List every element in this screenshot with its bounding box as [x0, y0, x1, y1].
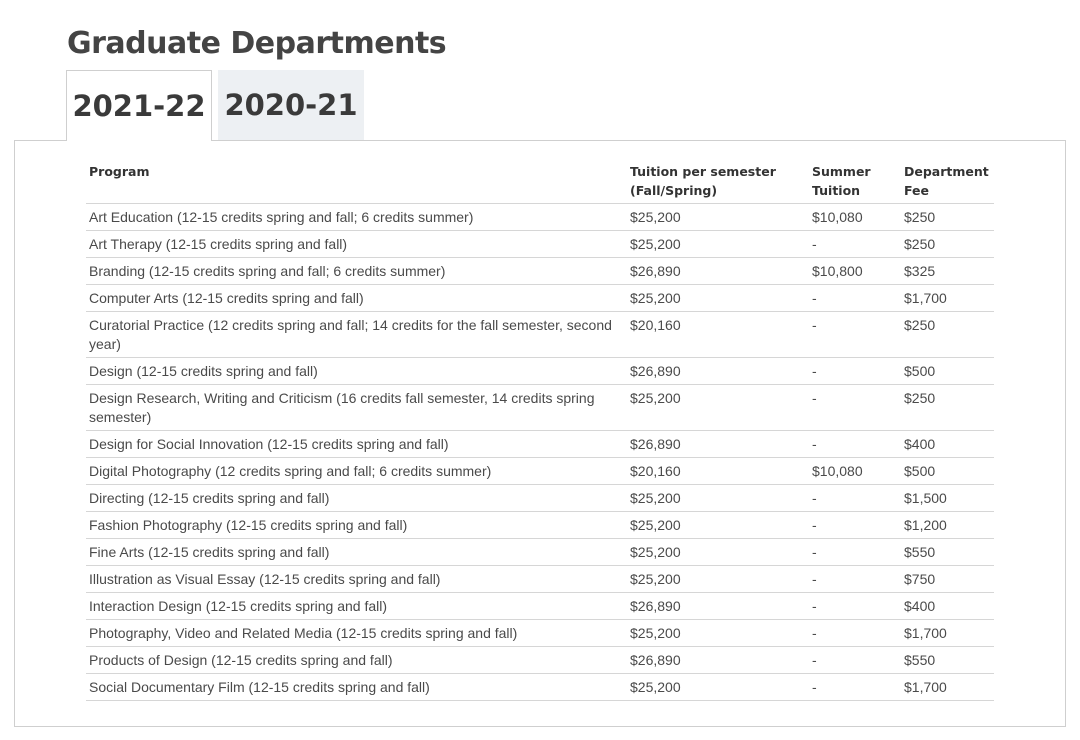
summer-tuition-cell: -	[809, 674, 901, 701]
summer-tuition-cell: -	[809, 620, 901, 647]
summer-tuition-cell: -	[809, 566, 901, 593]
program-cell: Interaction Design (12-15 credits spring and fall)	[86, 593, 627, 620]
table-row	[86, 674, 994, 701]
header-program-label: Program	[89, 164, 150, 179]
program-cell: Digital Photography (12 credits spring and fall; 6 credits summer)	[86, 458, 627, 485]
table-row	[86, 231, 994, 258]
department-fee-cell: $1,500	[901, 485, 994, 512]
table-row	[86, 204, 994, 231]
tuition-cell: $26,890	[627, 647, 809, 674]
program-cell: Social Documentary Film (12-15 credits spring and fall)	[86, 674, 627, 701]
department-fee-cell: $250	[901, 385, 994, 431]
department-fee-cell: $250	[901, 312, 994, 358]
tuition-cell: $25,200	[627, 385, 809, 431]
summer-tuition-cell: -	[809, 385, 901, 431]
summer-tuition-cell: -	[809, 358, 901, 385]
tuition-cell: $25,200	[627, 566, 809, 593]
summer-tuition-cell: -	[809, 539, 901, 566]
header-tuition-label-line2: (Fall/Spring)	[630, 183, 718, 198]
department-fee-cell: $1,700	[901, 285, 994, 312]
department-fee-cell: $1,200	[901, 512, 994, 539]
tuition-cell: $25,200	[627, 539, 809, 566]
program-cell: Fashion Photography (12-15 credits spring and fall)	[86, 512, 627, 539]
tuition-cell: $26,890	[627, 593, 809, 620]
summer-tuition-cell: -	[809, 485, 901, 512]
program-cell: Illustration as Visual Essay (12-15 credits spring and fall)	[86, 566, 627, 593]
tuition-cell: $25,200	[627, 512, 809, 539]
program-cell: Design (12-15 credits spring and fall)	[86, 358, 627, 385]
department-fee-cell: $500	[901, 358, 994, 385]
department-fee-cell: $550	[901, 647, 994, 674]
table-row	[86, 539, 994, 566]
header-department-fee	[901, 160, 994, 204]
program-cell: Directing (12-15 credits spring and fall)	[86, 485, 627, 512]
table-row	[86, 566, 994, 593]
summer-tuition-cell: $10,800	[809, 258, 901, 285]
program-cell: Design for Social Innovation (12-15 credits spring and fall)	[86, 431, 627, 458]
summer-tuition-cell: -	[809, 285, 901, 312]
tuition-cell: $25,200	[627, 285, 809, 312]
department-fee-cell: $550	[901, 539, 994, 566]
tuition-cell: $25,200	[627, 485, 809, 512]
table-row	[86, 358, 994, 385]
header-summer-label-line1: Summer	[812, 164, 871, 179]
department-fee-cell: $1,700	[901, 674, 994, 701]
summer-tuition-cell: -	[809, 231, 901, 258]
program-cell: Branding (12-15 credits spring and fall; 6 credits summer)	[86, 258, 627, 285]
tuition-cell: $26,890	[627, 258, 809, 285]
table-row	[86, 512, 994, 539]
program-cell: Design Research, Writing and Criticism (16 credits fall semester, 14 credits spring semester)	[86, 385, 627, 431]
tuition-cell: $25,200	[627, 674, 809, 701]
summer-tuition-cell: $10,080	[809, 458, 901, 485]
table-row	[86, 620, 994, 647]
department-fee-cell: $500	[901, 458, 994, 485]
table-row	[86, 285, 994, 312]
tuition-cell: $20,160	[627, 458, 809, 485]
tuition-cell: $26,890	[627, 358, 809, 385]
summer-tuition-cell: -	[809, 312, 901, 358]
program-cell: Art Education (12-15 credits spring and fall; 6 credits summer)	[86, 204, 627, 231]
program-cell: Art Therapy (12-15 credits spring and fall)	[86, 231, 627, 258]
table-row	[86, 258, 994, 285]
table-row	[86, 431, 994, 458]
page-title: Graduate Departments	[67, 26, 447, 61]
department-fee-cell: $750	[901, 566, 994, 593]
department-fee-cell: $325	[901, 258, 994, 285]
tuition-cell: $25,200	[627, 620, 809, 647]
table-row	[86, 647, 994, 674]
summer-tuition-cell: $10,080	[809, 204, 901, 231]
program-cell: Fine Arts (12-15 credits spring and fall)	[86, 539, 627, 566]
department-fee-cell: $400	[901, 431, 994, 458]
header-program	[86, 160, 627, 204]
summer-tuition-cell: -	[809, 593, 901, 620]
header-summer-label-line2: Tuition	[812, 183, 861, 198]
program-cell: Products of Design (12-15 credits spring and fall)	[86, 647, 627, 674]
summer-tuition-cell: -	[809, 512, 901, 539]
header-summer-tuition	[809, 160, 901, 204]
table-row	[86, 485, 994, 512]
department-fee-cell: $250	[901, 231, 994, 258]
table-header-row	[86, 160, 994, 204]
department-fee-cell: $1,700	[901, 620, 994, 647]
department-fee-cell: $250	[901, 204, 994, 231]
table-row	[86, 593, 994, 620]
tuition-cell: $26,890	[627, 431, 809, 458]
header-tuition-label-line1: Tuition per semester	[630, 164, 776, 179]
department-fee-cell: $400	[901, 593, 994, 620]
summer-tuition-cell: -	[809, 431, 901, 458]
header-tuition	[627, 160, 809, 204]
header-fee-label-line2: Fee	[904, 183, 929, 198]
program-cell: Computer Arts (12-15 credits spring and fall)	[86, 285, 627, 312]
tab-2021-22[interactable]: 2021-22	[66, 70, 212, 141]
tuition-cell: $25,200	[627, 231, 809, 258]
program-cell: Photography, Video and Related Media (12-15 credits spring and fall)	[86, 620, 627, 647]
tuition-cell: $25,200	[627, 204, 809, 231]
table-row	[86, 385, 994, 431]
table-row	[86, 458, 994, 485]
header-fee-label-line1: Department	[904, 164, 989, 179]
summer-tuition-cell: -	[809, 647, 901, 674]
program-cell: Curatorial Practice (12 credits spring and fall; 14 credits for the fall semester, second year)	[86, 312, 627, 358]
tuition-cell: $20,160	[627, 312, 809, 358]
tab-2020-21[interactable]: 2020-21	[218, 70, 364, 140]
tuition-table	[86, 160, 994, 701]
table-row	[86, 312, 994, 358]
